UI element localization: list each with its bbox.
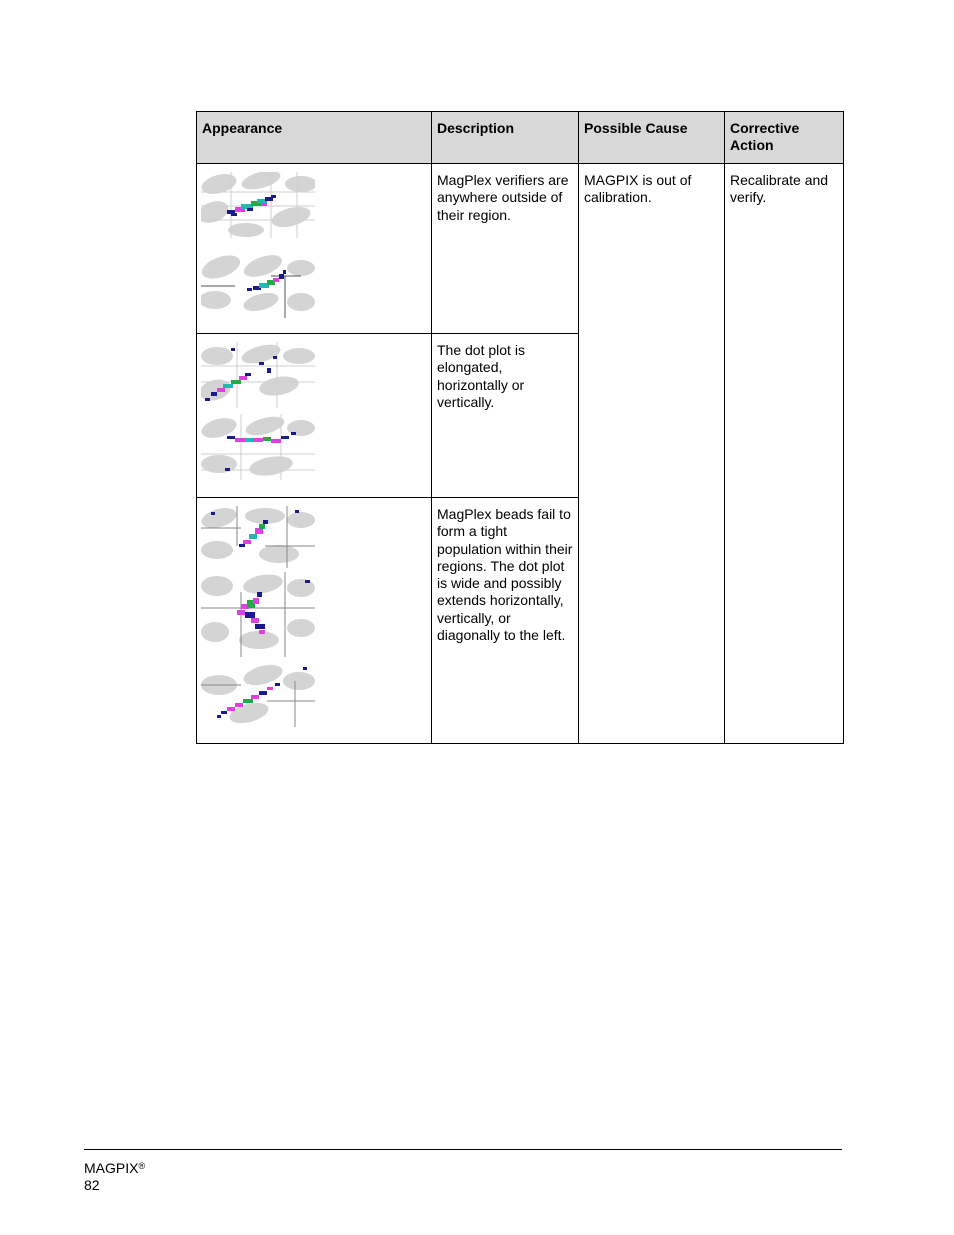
- possible-cause-cell: MAGPIX is out of calibration.: [579, 164, 725, 744]
- dot-plot-image: [201, 414, 315, 480]
- dot-plot-image: [201, 572, 315, 657]
- header-possible-cause: Possible Cause: [579, 112, 725, 164]
- page-number: 82: [84, 1177, 100, 1193]
- dot-plot-image: [201, 661, 315, 727]
- footer-divider: [84, 1149, 842, 1150]
- corrective-action-cell: Recalibrate and verify.: [725, 164, 844, 744]
- description-cell: MagPlex verifiers are anywhere outside of their region.: [432, 164, 579, 334]
- registered-mark: ®: [138, 1161, 146, 1171]
- footer-product: MAGPIX: [84, 1160, 139, 1176]
- troubleshooting-table: [196, 111, 844, 744]
- description-cell: MagPlex beads fail to form a tight population within their regions. The dot plot is wide and possibly extends horizontally, vertically, or diagonally to the left.: [432, 498, 579, 744]
- footer-product-line: [84, 1160, 145, 1177]
- header-description: Description: [432, 112, 579, 164]
- page-footer: [84, 1160, 145, 1194]
- appearance-cell: [197, 164, 432, 334]
- header-corrective-action: Corrective Action: [725, 112, 844, 164]
- dot-plot-image: [201, 342, 315, 408]
- description-cell: The dot plot is elongated, horizontally or vertically.: [432, 334, 579, 498]
- appearance-cell: [197, 498, 432, 744]
- appearance-cell: [197, 334, 432, 498]
- dot-plot-image: [201, 172, 315, 238]
- dot-plot-image: [201, 506, 315, 568]
- dot-plot-image: [201, 252, 315, 318]
- header-appearance: Appearance: [197, 112, 432, 164]
- table-header-row: [197, 112, 844, 164]
- table-row: [197, 164, 844, 334]
